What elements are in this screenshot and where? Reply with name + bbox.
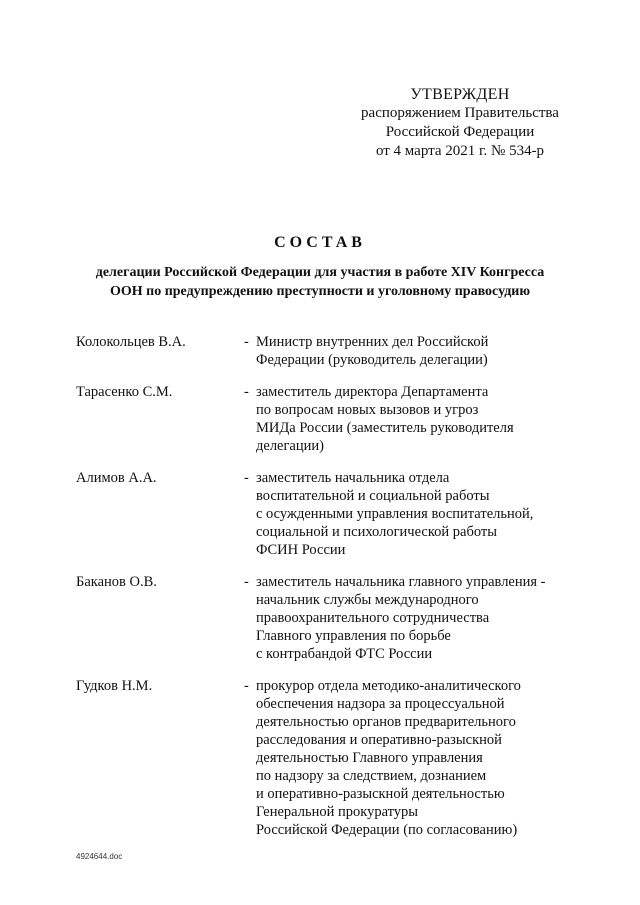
member-name: Тарасенко С.М. (76, 384, 173, 400)
role-line: МИДа России (заместитель руководителя (256, 420, 514, 436)
member-role (256, 383, 596, 455)
role-line: ФСИН России (256, 542, 346, 558)
role-line: заместитель начальника главного управления - (256, 574, 546, 590)
role-line: правоохранительного сотрудничества (256, 610, 490, 626)
role-line: заместитель начальника отдела (256, 470, 450, 486)
member-role (256, 333, 596, 369)
role-line: Министр внутренних дел Российской (256, 334, 489, 350)
member-name: Гудков Н.М. (76, 678, 153, 694)
role-line: заместитель директора Департамента (256, 384, 489, 400)
role-line: деятельностью Главного управления (256, 750, 483, 766)
role-line: Генеральной прокуратуры (256, 804, 419, 820)
member-dash: - (244, 678, 249, 694)
role-line: прокурор отдела методико-аналитического (256, 678, 521, 694)
role-line: по надзору за следствием, дознанием (256, 768, 487, 784)
approval-stamp (340, 85, 580, 161)
member-role (256, 677, 596, 839)
role-line: деятельностью органов предварительного (256, 714, 516, 730)
role-line: воспитательной и социальной работы (256, 488, 490, 504)
member-name: Алимов А.А. (76, 470, 157, 486)
member-row (76, 383, 596, 455)
delegation-members-list (76, 333, 596, 839)
document-title: СОСТАВ (274, 234, 366, 251)
member-role (256, 573, 596, 663)
role-line: начальник службы международного (256, 592, 479, 608)
role-line: с контрабандой ФТС России (256, 646, 433, 662)
role-line: расследования и оперативно-разыскной (256, 732, 502, 748)
member-row (76, 677, 596, 839)
approval-line: Российской Федерации (385, 124, 535, 140)
approval-line: от 4 марта 2021 г. № 534-р (375, 143, 545, 159)
member-role (256, 469, 596, 559)
member-dash: - (244, 574, 249, 590)
role-line: делегации) (256, 438, 324, 454)
subtitle-line: ООН по предупреждению преступности и уголовному правосудию (109, 284, 531, 299)
member-name: Баканов О.В. (76, 574, 157, 590)
member-row (76, 333, 596, 369)
role-line: социальной и психологической работы (256, 524, 497, 540)
role-line: Российской Федерации (по согласованию) (256, 822, 518, 838)
subtitle-line: делегации Российской Федерации для участия в работе XIV Конгресса (95, 265, 545, 280)
role-line: обеспечения надзора за процессуальной (256, 696, 505, 712)
role-line: и оперативно-разыскной деятельностью (256, 786, 505, 802)
member-row (76, 573, 596, 663)
member-dash: - (244, 384, 249, 400)
member-name: Колокольцев В.А. (76, 334, 186, 350)
role-line: Федерации (руководитель делегации) (256, 352, 488, 368)
member-row (76, 469, 596, 559)
footer-filename: 4924644.doc (76, 852, 123, 861)
approval-title: УТВЕРЖДЕН (410, 86, 510, 103)
member-dash: - (244, 334, 249, 350)
role-line: по вопросам новых вызовов и угроз (256, 402, 479, 418)
role-line: Главного управления по борьбе (256, 628, 451, 644)
approval-line: распоряжением Правительства (361, 105, 559, 121)
member-dash: - (244, 470, 249, 486)
role-line: с осужденными управления воспитательной, (256, 506, 534, 522)
document-subtitle (40, 263, 600, 301)
